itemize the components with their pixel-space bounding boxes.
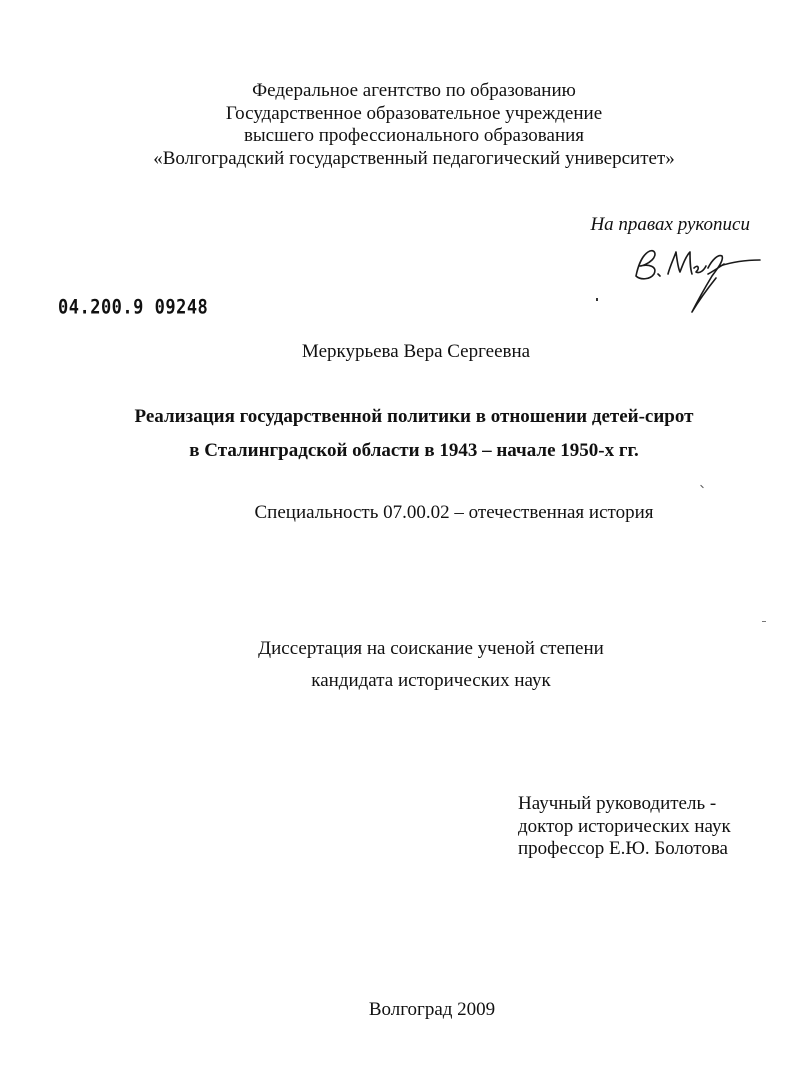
scan-speck [700, 485, 704, 489]
degree-line-2: кандидата исторических наук [311, 670, 551, 691]
registration-stamp: 04.200.9 09248 [58, 296, 209, 319]
degree-line-1: Диссертация на соискание ученой степени [258, 638, 604, 659]
supervisor-line-1: Научный руководитель - [518, 793, 717, 814]
specialty-line: Специальность 07.00.02 – отечественная история [254, 502, 654, 523]
header-line-agency: Федеральное агентство по образованию [252, 80, 576, 101]
manuscript-rights-note: На правах рукописи [590, 214, 750, 235]
city-and-year: Волгоград 2009 [368, 999, 496, 1020]
scan-speck [762, 621, 766, 622]
title-line-1: Реализация государственной политики в отношении детей-сирот [134, 406, 694, 427]
header-line-education-level: высшего профессионального образования [243, 125, 585, 146]
dissertation-title [0, 400, 798, 468]
title-line-2: в Сталинградской области в 1943 – начале 1950-х гг. [189, 440, 639, 461]
header-line-institution-type: Государственное образовательное учреждение [225, 102, 603, 124]
degree-statement [0, 633, 798, 697]
institution-header [0, 80, 798, 170]
scan-speck [596, 298, 598, 301]
scientific-supervisor [518, 793, 731, 861]
handwritten-signature [628, 238, 768, 318]
supervisor-line-2: доктор исторических наук [518, 815, 731, 837]
supervisor-line-3: профессор Е.Ю. Болотова [518, 838, 728, 859]
header-line-university-name: «Волгоградский государственный педагогический университет» [153, 147, 675, 169]
author-name: Меркурьева Вера Сергеевна [301, 341, 531, 362]
